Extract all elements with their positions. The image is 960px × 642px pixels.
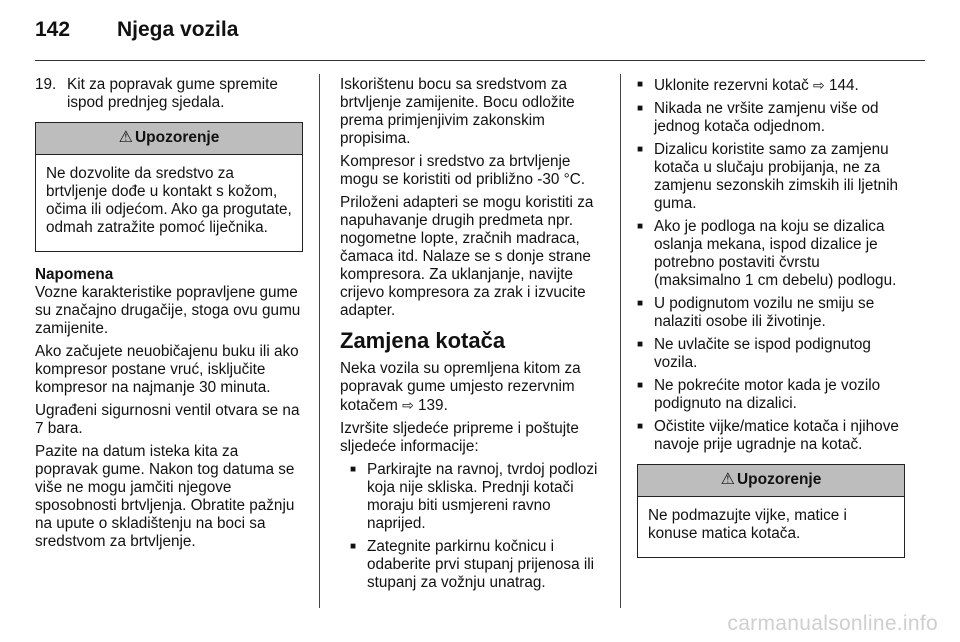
paragraph-with-reference [340, 360, 608, 415]
column-2 [340, 76, 608, 597]
paragraph: Kompresor i sredstvo za brtvljenje mogu se koristiti od približno -30 °C. [340, 153, 586, 188]
warning-title: Upozorenje [736, 471, 822, 488]
list-item [637, 218, 905, 290]
list-item-text: Dizalicu koristite samo za zamjenu kotača u slučaju probijanja, ne za zamjenu sezonskih zimskih ili ljetnih guma. [654, 141, 898, 212]
warning-triangle-icon: ⚠ [118, 129, 133, 146]
page-title: Njega vozila [117, 18, 239, 41]
list-item [350, 461, 608, 533]
bullet-square-icon: ■ [350, 541, 357, 552]
bullet-square-icon: ■ [350, 464, 357, 475]
paragraph: Ugrađeni sigurnosni ventil otvara se na 7 bara. [35, 402, 300, 437]
step-text: Kit za popravak gume spremite ispod prednjeg sjedala. [67, 76, 278, 111]
list-item [637, 377, 905, 413]
bullet-square-icon: ■ [637, 380, 644, 391]
bullet-square-icon: ■ [637, 221, 644, 232]
bullet-square-icon: ■ [637, 421, 644, 432]
warning-header [638, 465, 904, 497]
list-item-text: Zategnite parkirnu kočnicu i odaberite prvi stupanj prijenosa ili stupanj za vožnju unatrag. [367, 538, 595, 591]
page-reference-arrow-icon: ⇨ [402, 397, 414, 413]
paragraph: Iskorištenu bocu sa sredstvom za brtvljenje zamijenite. Bocu odložite prema primjenjivim zakonskim propisima. [340, 76, 575, 147]
paragraph: Priloženi adapteri se mogu koristiti za napuhavanje drugih predmeta npr. nogometne lopte, zračnih madraca, čamaca itd. Nalaze se s donje strane kompresora. Za uklanjanje, navijte crijevo kompresora za zrak i izvucite adapter. [340, 194, 594, 319]
list-item-label: Uklonite rezervni kotač [654, 77, 809, 94]
warning-box [637, 464, 905, 558]
watermark: carmanualsonline.info [727, 612, 938, 635]
numbered-step [35, 76, 303, 112]
list-item-text: Ako je podloga na koju se dizalica oslanja mekana, ispod dizalice je potrebno postaviti čvrstu (maksimalno 1 cm debelu) podlogu. [654, 218, 897, 289]
list-item [637, 141, 905, 213]
list-item [637, 418, 905, 454]
page-header [35, 18, 238, 42]
bullet-square-icon: ■ [637, 144, 644, 155]
list-item [637, 295, 905, 331]
page-reference-link[interactable]: 144. [828, 77, 859, 94]
warning-header [36, 123, 302, 155]
paragraph: Izvršite sljedeće pripreme i poštujte sljedeće informacije: [340, 420, 579, 455]
step-number: 19. [35, 76, 57, 93]
column-divider-2 [620, 74, 621, 608]
column-1 [35, 76, 303, 556]
section-heading: Zamjena kotača [340, 328, 506, 353]
warning-box [35, 122, 303, 252]
bullet-square-icon: ■ [637, 298, 644, 309]
paragraph-text: Neka vozila su opremljena kitom za popravak gume umjesto rezervnim kotačem [340, 360, 581, 414]
column-3 [637, 76, 905, 572]
list-item-text: Očistite vijke/matice kotača i njihove navoje prije ugradnje na kotač. [654, 418, 899, 453]
bullet-square-icon: ■ [637, 103, 644, 114]
page-reference-link[interactable]: 139. [418, 397, 448, 414]
list-item-text: U podignutom vozilu ne smiju se nalaziti osobe ili životinje. [654, 295, 875, 330]
page-number: 142 [35, 18, 71, 41]
note-text: Vozne karakteristike popravljene gume su značajno drugačije, stoga ovu gumu zamijenite. [35, 284, 301, 337]
warning-text: Ne dozvolite da sredstvo za brtvljenje dođe u kontakt s kožom, očima ili odjećom. Ako ga progutate, odmah zatražite pomoć liječnika. [46, 165, 292, 236]
list-item [350, 538, 608, 592]
list-item-text: Ne pokrećite motor kada je vozilo podignuto na dizalici. [654, 377, 881, 412]
list-item-text [654, 76, 859, 95]
warning-title: Upozorenje [134, 129, 220, 146]
note-title: Napomena [35, 266, 114, 283]
warning-text: Ne podmazujte vijke, matice i konuse matica kotača. [648, 507, 847, 542]
warning-triangle-icon: ⚠ [720, 471, 735, 488]
page-reference-arrow-icon: ⇨ [812, 77, 825, 93]
list-item-text: Nikada ne vršite zamjenu više od jednog kotača odjednom. [654, 100, 879, 135]
column-divider-1 [319, 74, 320, 608]
header-rule [35, 60, 925, 61]
list-item [637, 100, 905, 136]
list-item-text: Parkirajte na ravnoj, tvrdoj podlozi koja nije skliska. Prednji kotači moraju biti usmjereni ravno naprijed. [367, 461, 598, 532]
list-item-text: Ne uvlačite se ispod podignutog vozila. [654, 336, 871, 371]
bullet-list [340, 461, 608, 592]
paragraph: Pazite na datum isteka kita za popravak gume. Nakon tog datuma se više ne mogu jamčiti njegove sposobnosti brtvljenja. Obratite pažnju na upute o skladištenju na boci sa sredstvom za brtvljenje. [35, 443, 295, 550]
list-item [637, 76, 905, 95]
paragraph: Ako začujete neuobičajenu buku ili ako kompresor postane vruć, isključite kompresor na najmanje 30 minuta. [35, 343, 299, 396]
list-item [637, 336, 905, 372]
bullet-square-icon: ■ [637, 339, 644, 350]
bullet-square-icon: ■ [637, 79, 644, 90]
